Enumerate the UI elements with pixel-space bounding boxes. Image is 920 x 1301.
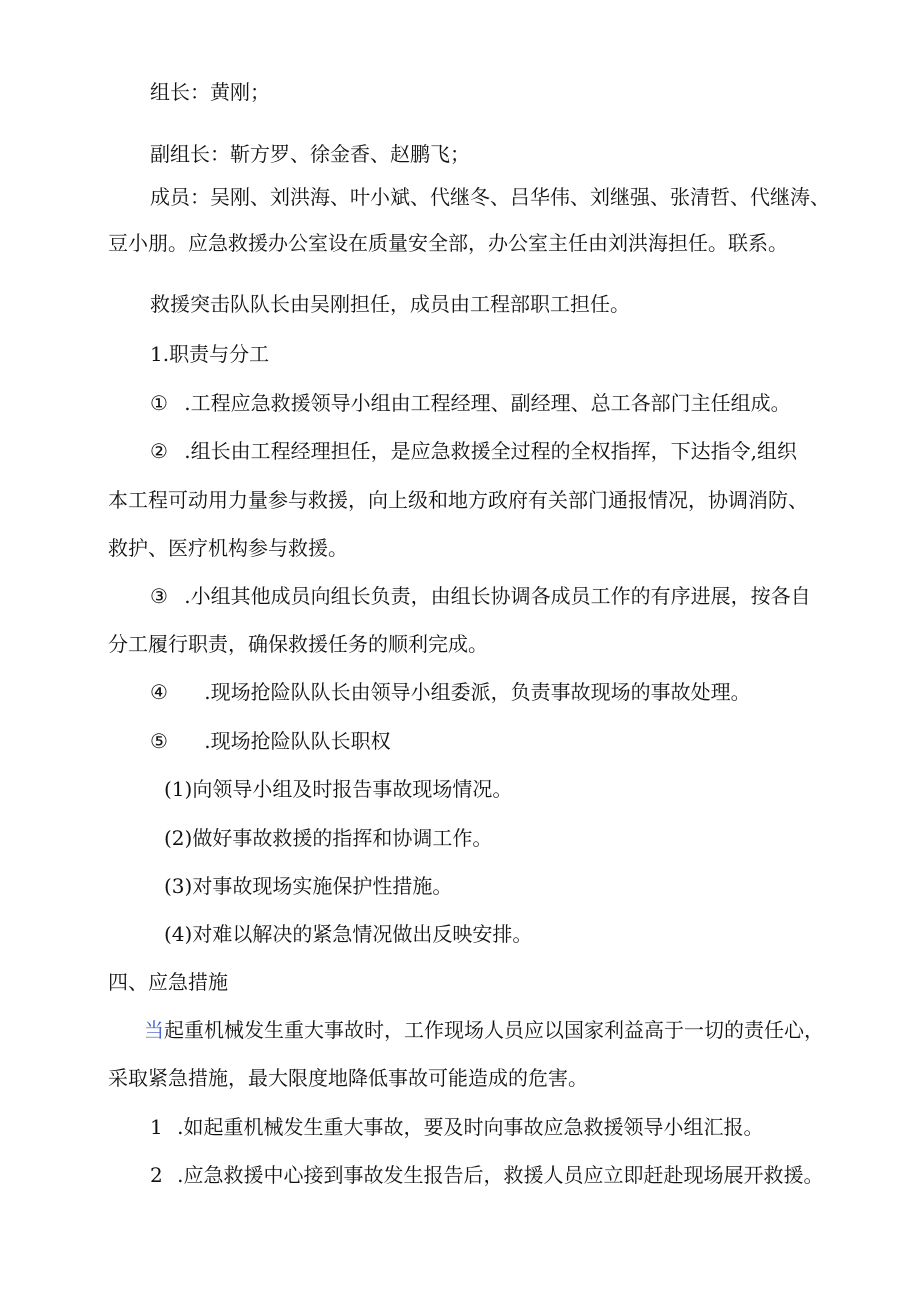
emergency-paragraph-line-2: 采取紧急措施，最大限度地降低事故可能造成的危害。: [108, 1066, 588, 1090]
duty-item-3-line-2: 分工履行职责，确保救援任务的顺利完成。: [108, 632, 488, 656]
item1-text: .工程应急救援领导小组由工程经理、副经理、总工各部门主任组成。: [184, 391, 791, 415]
authority-item-2: (2)做好事故救援的指挥和协调工作。: [164, 826, 493, 850]
section1-title: 1.职责与分工: [150, 342, 270, 366]
duty-item-4: [150, 678, 751, 706]
members-line-2: 豆小朋。应急救援办公室设在质量安全部，办公室主任由刘洪海担任。联系。: [108, 231, 788, 255]
authority-item-3: (3)对事故现场实施保护性措施。: [164, 874, 453, 898]
step-1: [150, 1113, 763, 1141]
item4-marker: ④: [150, 680, 168, 704]
duty-item-3-line-1: [150, 582, 811, 610]
deputy-leaders-line: 副组长：靳方罗、徐金香、赵鹏飞；: [150, 142, 470, 166]
authority-item-1: (1)向领导小组及时报告事故现场情况。: [164, 777, 513, 801]
item5-marker: ⑤: [150, 729, 168, 753]
duty-item-2-line-1: [150, 437, 797, 465]
authority-item-4: (4)对难以解决的紧急情况做出反映安排。: [164, 922, 533, 946]
step1-number: 1: [150, 1115, 163, 1139]
duty-item-2-line-2: 本工程可动用力量参与救援，向上级和地方政府有关部门通报情况，协调消防、: [108, 488, 808, 512]
step2-number: 2: [150, 1163, 163, 1187]
step-2: [150, 1161, 823, 1189]
item5-text: .现场抢险队队长职权: [204, 729, 391, 753]
duty-item-1: [150, 389, 791, 417]
paragraph-line-1-rest: 起重机械发生重大事故时，工作现场人员应以国家利益高于一切的责任心，: [164, 1018, 824, 1042]
section4-title: 四、应急措施: [108, 970, 228, 994]
duty-item-5: [150, 727, 391, 755]
emergency-paragraph-line-1: [144, 1016, 824, 1044]
item3-text-line-1: .小组其他成员向组长负责，由组长协调各成员工作的有序进展，按各自: [184, 584, 811, 608]
members-line-1: 成员：吴刚、刘洪海、叶小斌、代继冬、吕华伟、刘继强、张清哲、代继涛、: [150, 185, 830, 209]
duty-item-2-line-3: 救护、医疗机构参与救援。: [108, 536, 348, 560]
item2-marker: ②: [150, 439, 168, 463]
item1-marker: ①: [150, 391, 168, 415]
item3-marker: ③: [150, 584, 168, 608]
rescue-team-line: 救援突击队队长由吴刚担任，成员由工程部职工担任。: [150, 292, 630, 316]
item4-text: .现场抢险队队长由领导小组委派，负责事故现场的事故处理。: [204, 680, 751, 704]
step2-text: .应急救援中心接到事故发生报告后，救援人员应立即赶赴现场展开救援。: [177, 1163, 824, 1187]
item2-text-line-1: .组长由工程经理担任，是应急救援全过程的全权指挥，下达指令,组织: [184, 439, 798, 463]
step1-text: .如起重机械发生重大事故，要及时向事故应急救援领导小组汇报。: [177, 1115, 764, 1139]
highlighted-first-char: 当: [144, 1018, 164, 1042]
leader-line: 组长：黄刚；: [150, 80, 270, 104]
